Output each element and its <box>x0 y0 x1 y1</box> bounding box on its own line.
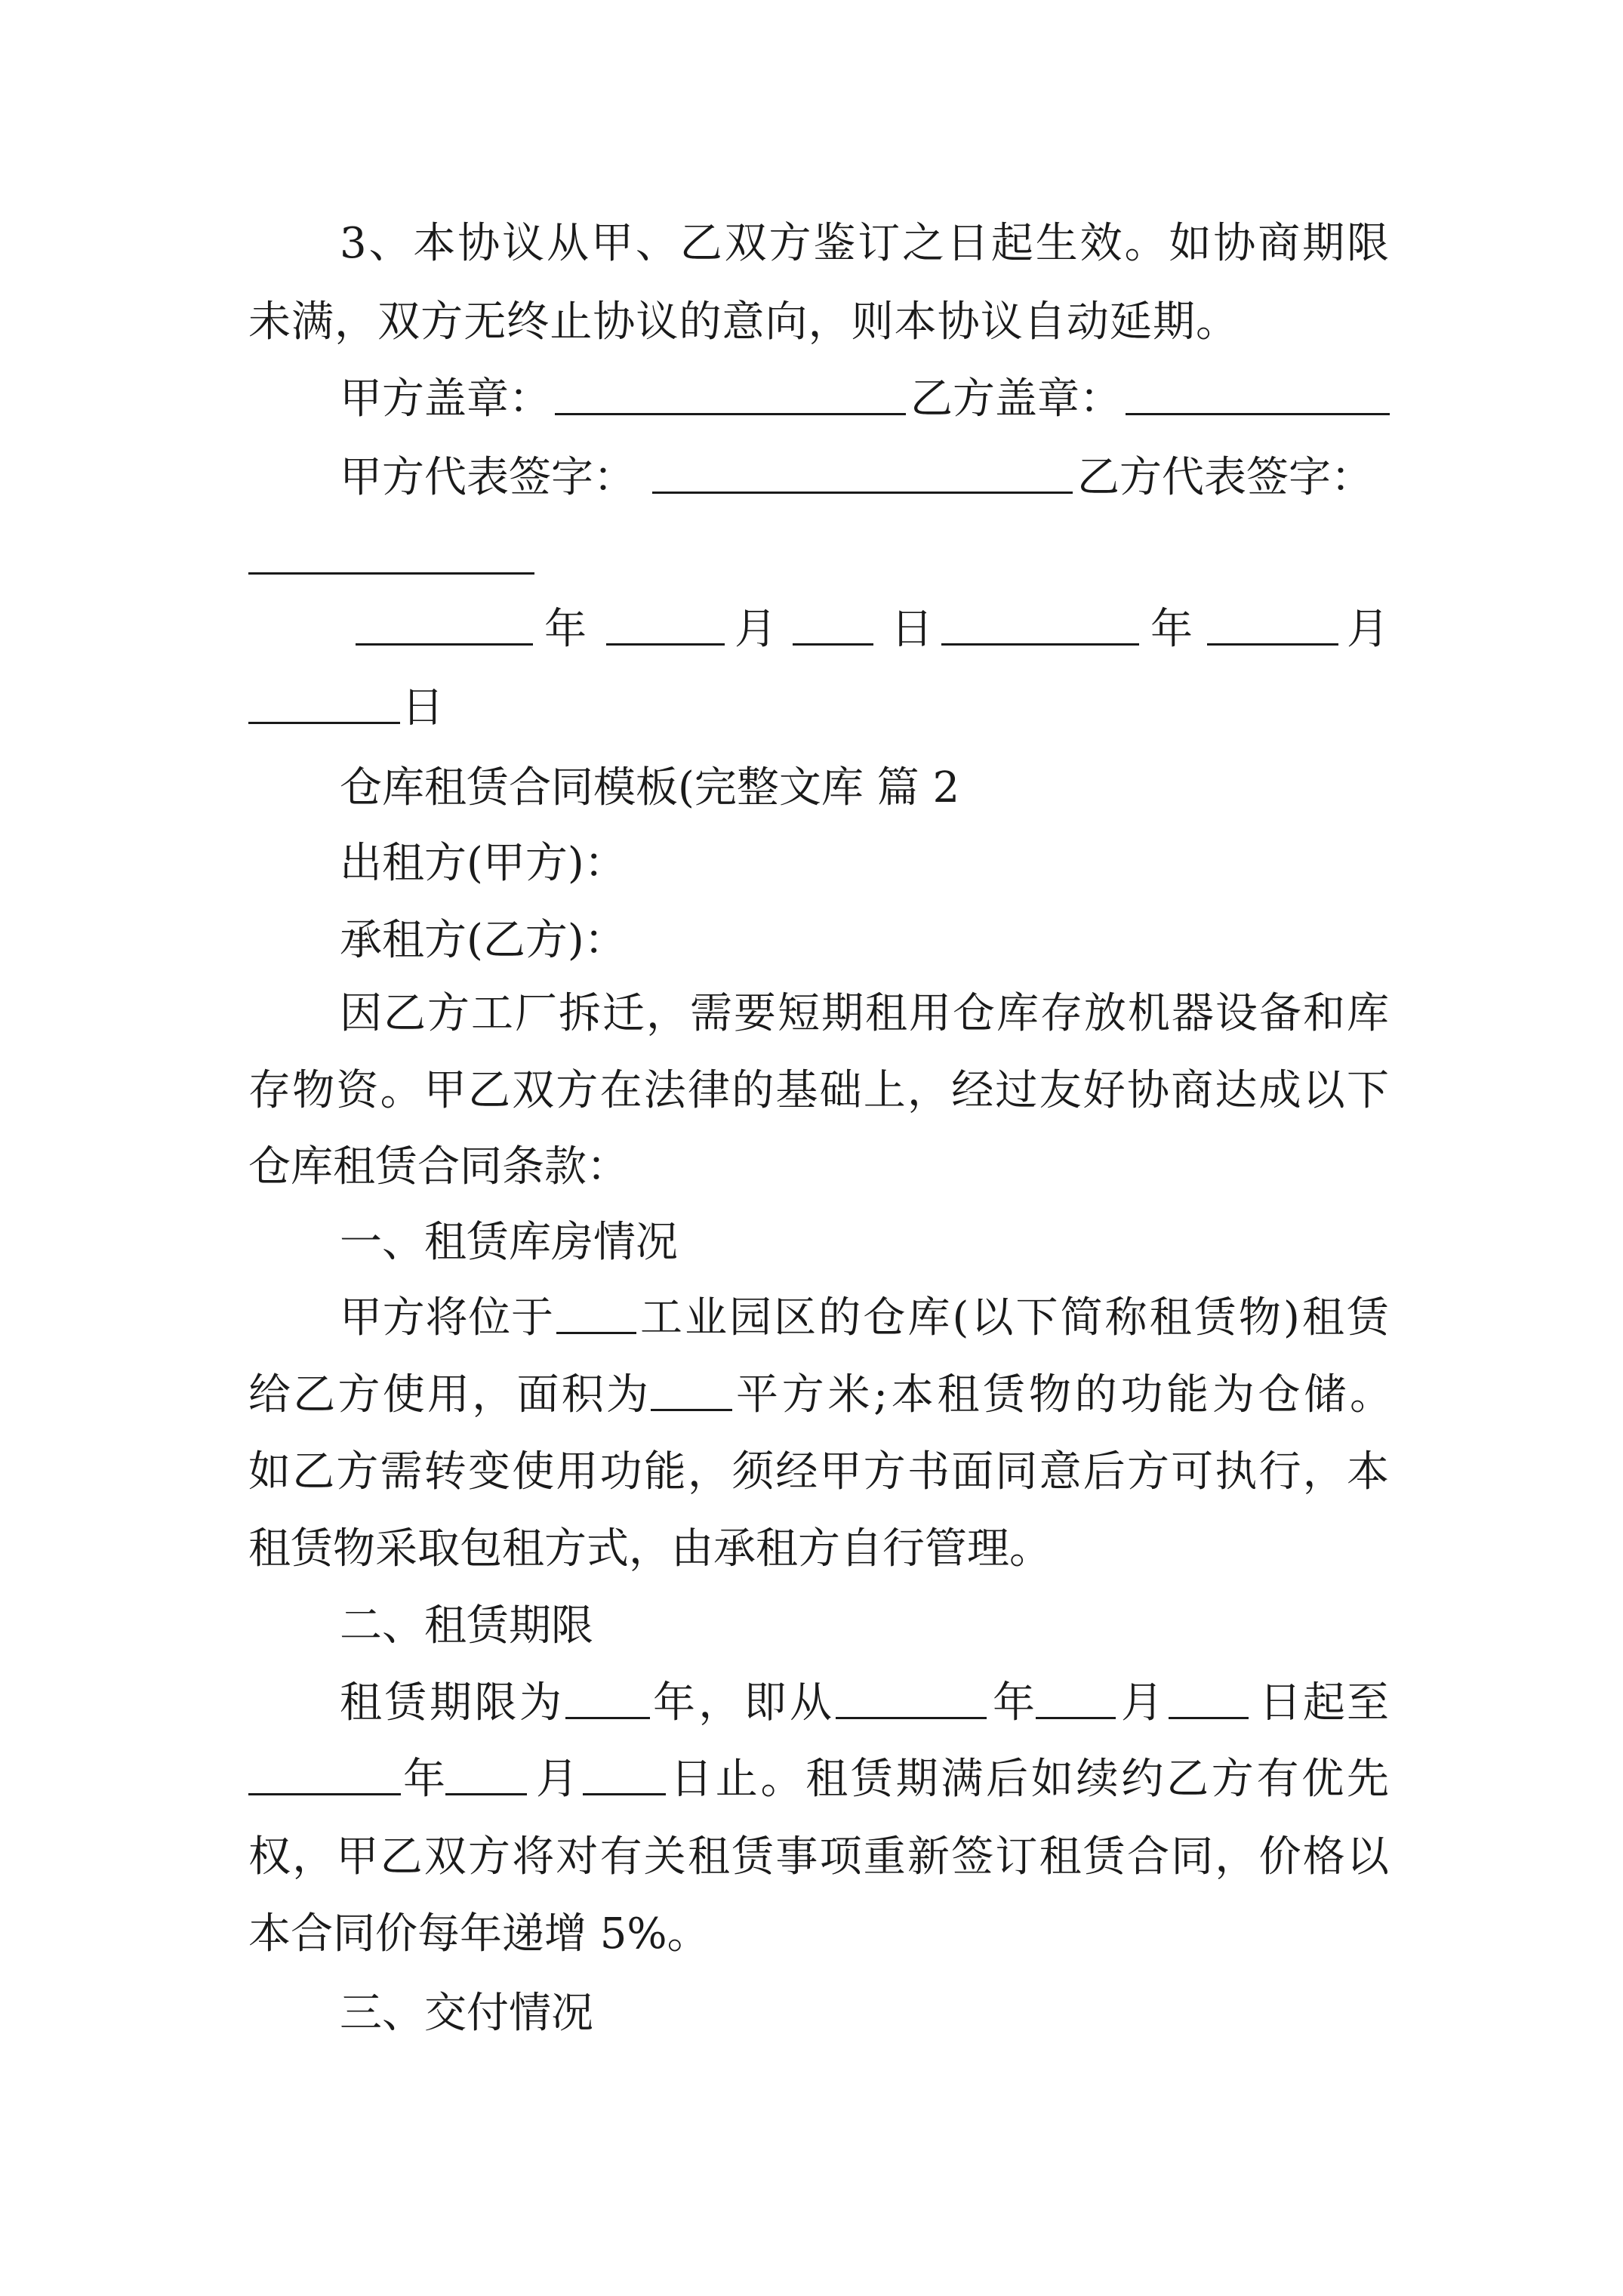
industrial-park-blank <box>556 1332 636 1334</box>
party-b-rep-blank <box>248 572 534 575</box>
p1-line-4 <box>0 1519 1623 1579</box>
p1-line-1 <box>0 1288 1623 1348</box>
end-month-blank <box>445 1793 527 1795</box>
p2-text-1c: 年 <box>993 1678 1035 1727</box>
rep-signature-continuation <box>0 529 1623 589</box>
p2-text-4: 本合同价每年递增 5%。 <box>248 1909 710 1959</box>
date-a-year-char: 年 <box>544 605 587 654</box>
p2-line-3 <box>0 1827 1623 1888</box>
date-a-month-char: 月 <box>735 605 777 654</box>
date-a-day-blank <box>793 643 873 646</box>
date-b-year-char: 年 <box>1150 605 1193 654</box>
date-a-month-blank <box>606 643 725 646</box>
lessee-label: 承租方(乙方)： <box>340 916 627 965</box>
end-year-blank <box>248 1793 401 1795</box>
intro-line-3 <box>0 1137 1623 1197</box>
p2-text-1e: 日起至 <box>1259 1678 1389 1727</box>
lessor-line <box>0 834 1623 894</box>
heading-1-line <box>0 1213 1623 1273</box>
p1-line-3 <box>0 1442 1623 1502</box>
p1-text-2a: 给乙方使用，面积为 <box>248 1370 648 1419</box>
p2-text-1a: 租赁期限为 <box>340 1678 562 1727</box>
section-title-line <box>0 758 1623 818</box>
p1-text-4: 租赁物采取包租方式，由承租方自行管理。 <box>248 1524 1052 1573</box>
party-a-rep-label: 甲方代表签字： <box>340 453 636 502</box>
intro-line-2 <box>0 1061 1623 1121</box>
intro-text-1: 因乙方工厂拆迁，需要短期租用仓库存放机器设备和库 <box>340 989 1389 1038</box>
clause3-text-1: 3、本协议从甲、乙双方鉴订之日起生效。如协商期限 <box>340 219 1389 268</box>
party-a-rep-blank <box>652 492 1073 494</box>
p1-text-1a: 甲方将位于 <box>340 1293 553 1342</box>
heading-2-line <box>0 1596 1623 1657</box>
heading-3: 三、交付情况 <box>340 1989 593 2038</box>
rep-signature-line <box>0 448 1623 508</box>
lessor-label: 出租方(甲方)： <box>340 839 627 888</box>
heading-1: 一、租赁库房情况 <box>340 1218 678 1267</box>
clause3-line-2 <box>0 292 1623 353</box>
p1-text-3: 如乙方需转变使用功能，须经甲方书面同意后方可执行，本 <box>248 1447 1389 1496</box>
start-year-blank <box>836 1717 987 1719</box>
p2-line-1 <box>0 1673 1623 1734</box>
lessee-line <box>0 911 1623 971</box>
intro-line-1 <box>0 984 1623 1044</box>
p2-text-1d: 月 <box>1121 1678 1163 1727</box>
date-a-year-blank <box>356 643 533 646</box>
p2-line-2 <box>0 1749 1623 1810</box>
date-b-month-char: 月 <box>1347 605 1389 654</box>
date-b-day-blank <box>248 722 400 724</box>
date-line <box>0 599 1623 660</box>
p2-text-3: 权，甲乙双方将对有关租赁事项重新签订租赁合同，价格以 <box>248 1832 1389 1881</box>
start-day-blank <box>1169 1717 1249 1719</box>
date-b-year-blank <box>941 643 1139 646</box>
p2-text-2a: 年 <box>403 1755 445 1804</box>
p2-text-2c: 日止。租赁期满后如续约乙方有优先 <box>670 1755 1389 1804</box>
clause3-text-2: 未满，双方无终止协议的意向，则本协议自动延期。 <box>248 297 1238 347</box>
intro-text-3: 仓库租赁合同条款： <box>248 1142 629 1191</box>
party-a-seal-blank <box>555 413 906 415</box>
party-a-seal-label: 甲方盖章： <box>340 374 551 424</box>
party-b-seal-blank <box>1126 413 1390 415</box>
p2-text-2b: 月 <box>536 1755 578 1804</box>
date-a-day-char: 日 <box>891 605 933 654</box>
party-b-seal-label: 乙方盖章： <box>910 374 1122 424</box>
seal-line <box>0 369 1623 430</box>
p2-line-4 <box>0 1904 1623 1965</box>
section-title: 仓库租赁合同模板(完整文库 篇 2 <box>340 763 960 812</box>
heading-3-line <box>0 1983 1623 2044</box>
p2-text-1b: 年，即从 <box>653 1678 832 1727</box>
p1-text-1b: 工业园区的仓库(以下简称租赁物)租赁 <box>640 1293 1389 1342</box>
heading-2: 二、租赁期限 <box>340 1601 593 1650</box>
intro-text-2: 存物资。甲乙双方在法律的基础上，经过友好协商达成以下 <box>248 1066 1389 1115</box>
party-b-rep-label: 乙方代表签字： <box>1077 453 1373 502</box>
start-month-blank <box>1036 1717 1116 1719</box>
term-years-blank <box>565 1717 650 1719</box>
date-b-day-char: 日 <box>402 683 444 732</box>
end-day-blank <box>583 1793 666 1795</box>
clause3-line-1 <box>0 214 1623 274</box>
date-b-month-blank <box>1207 643 1338 646</box>
date-line-continuation <box>0 678 1623 738</box>
p1-line-2 <box>0 1365 1623 1425</box>
area-blank <box>651 1409 732 1411</box>
p1-text-2b: 平方米;本租赁物的功能为仓储。 <box>736 1370 1392 1419</box>
